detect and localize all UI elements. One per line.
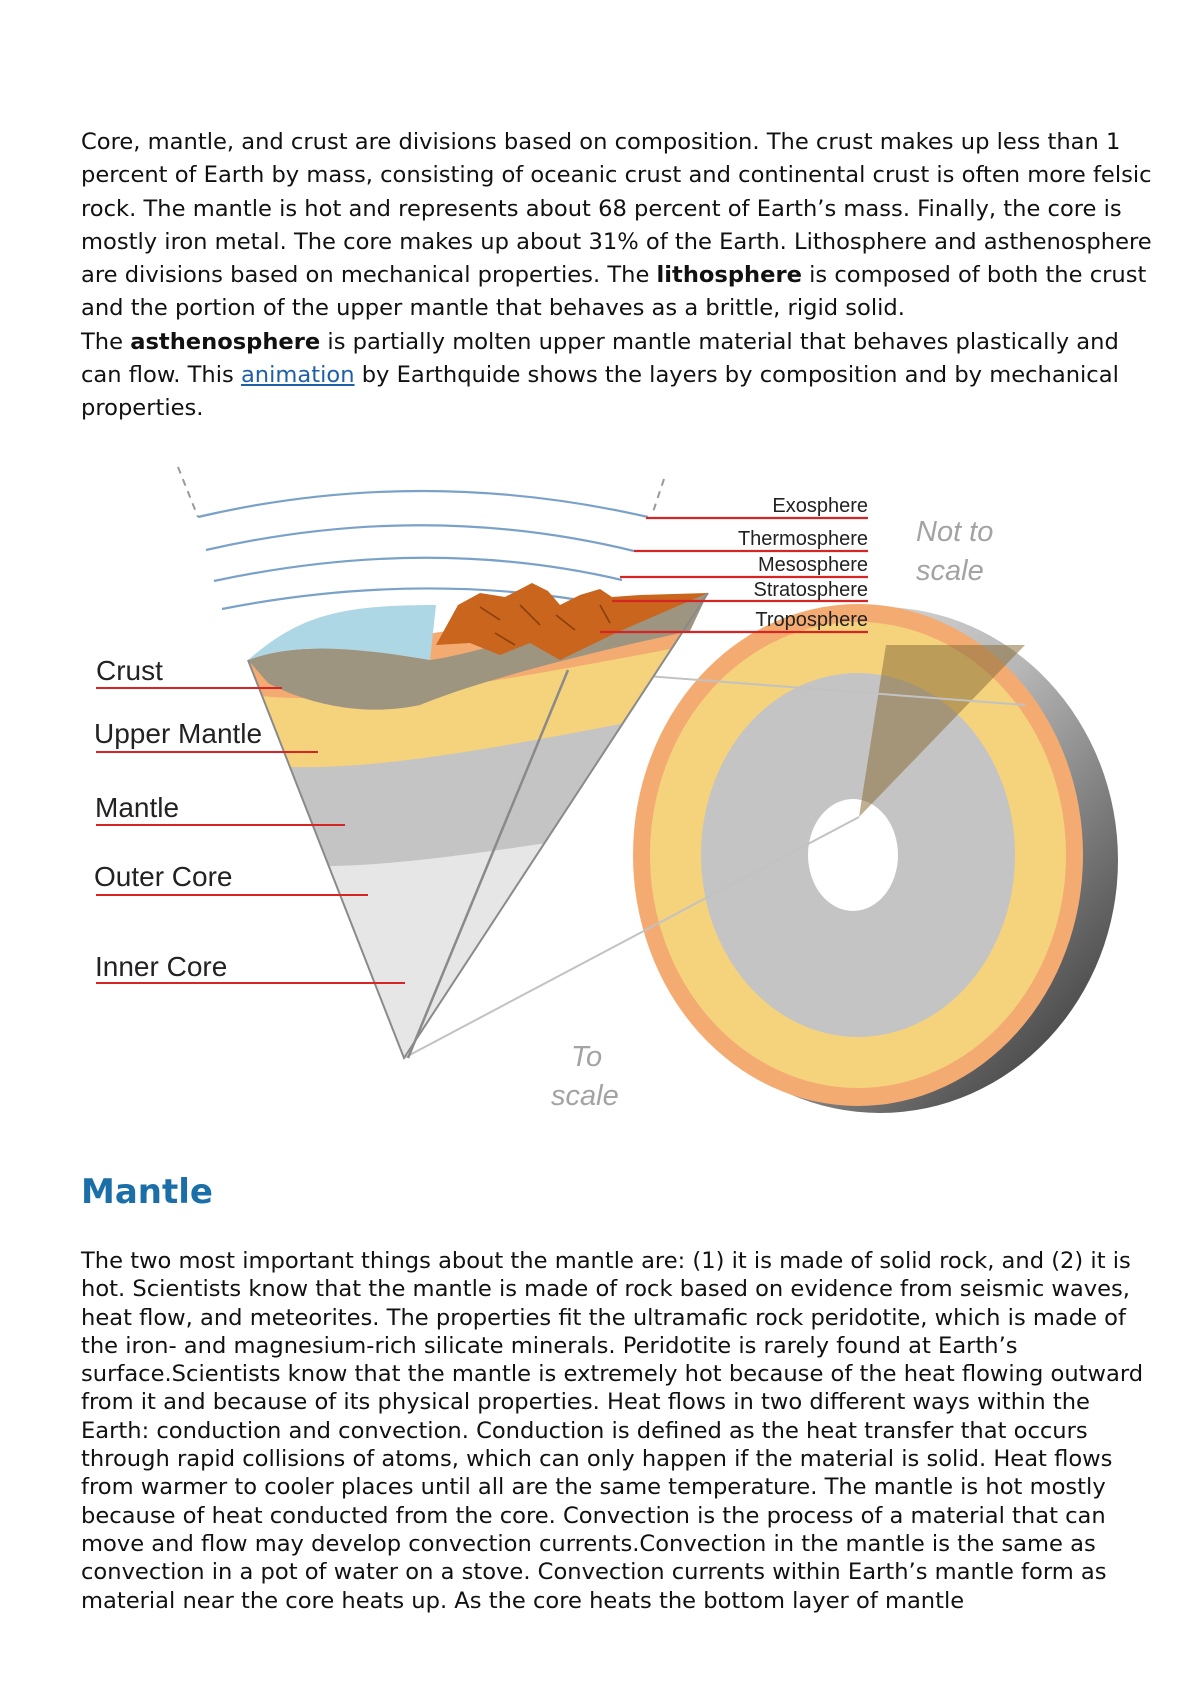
section-heading-mantle: Mantle	[81, 1172, 213, 1212]
label-inner-core: Inner Core	[95, 951, 228, 982]
label-thermosphere: Thermosphere	[737, 528, 868, 550]
label-mantle: Mantle	[95, 792, 180, 823]
intro-text-3: The	[81, 328, 131, 355]
label-mesosphere: Mesosphere	[757, 554, 868, 576]
animation-link[interactable]: animation	[240, 362, 355, 389]
dashed-guide-left	[178, 467, 198, 517]
note-not-to-scale-2: scale	[916, 555, 984, 587]
note-not-to-scale-1: Not to	[916, 516, 994, 548]
label-upper-mantle: Upper Mantle	[94, 718, 263, 749]
label-crust: Crust	[96, 655, 163, 686]
term-asthenosphere: asthenosphere	[130, 328, 321, 355]
label-troposphere: Troposphere	[755, 609, 868, 631]
mantle-paragraph: The two most important things about the mantle are: (1) it is made of solid rock, and (2) it is hot. Scientists know that the mantle is made of rock based on evidence from seismic waves, heat flow, and meteorites. The properties fit the ultramafic rock peridotite, which is made of the iron- and magnesium-rich silicate minerals. Peridotite is rarely found at Earth’s surface.Scientists know that the mantle is extremely hot because of the heat flowing outward from it and because of its physical properties. Heat flows in two different ways within the Earth: conduction and convection. Conduction is defined as the heat transfer that occurs through rapid collisions of atoms, which can only happen if the material is solid. Heat flows from warmer to cooler places until all are the same temperature. The mantle is hot mostly because of heat conducted from the core. Convection is the process of a material that can move and flow may develop convection currents.Convection in the mantle is the same as convection in a pot of water on a stove. Convection currents within Earth’s mantle form as material near the core heats up. As the core heats the bottom layer of mantle	[81, 1248, 1144, 1614]
intro-paragraph	[81, 126, 1161, 426]
intro-text-5: by Earthquide shows the layers by composition and by mechanical properties.	[81, 362, 1119, 422]
label-exosphere: Exosphere	[772, 495, 868, 517]
globe-inner-core	[808, 799, 898, 911]
intro-text-1: Core, mantle, and crust are divisions based on composition. The crust makes up less than 1 percent of Earth by mass, consisting of oceanic crust and continental crust is often more felsic rock. The mantle is hot and represents about 68 percent of Earth’s mass. Finally, the core is mostly iron metal. The core makes up about 31% of the Earth. Lithosphere and asthenosphere are divisions based on mechanical properties. The	[81, 129, 1152, 289]
earth-layers-diagram	[0, 455, 1200, 1155]
note-to-scale-1: To	[571, 1041, 603, 1073]
label-outer-core: Outer Core	[94, 861, 233, 892]
note-to-scale-2: scale	[551, 1080, 619, 1112]
label-stratosphere: Stratosphere	[753, 579, 868, 601]
atmosphere-arcs	[198, 491, 648, 609]
term-lithosphere: lithosphere	[656, 262, 802, 289]
intro-text-4: is partially molten upper mantle material that behaves plastically and can flow. This	[81, 328, 1119, 389]
intro-text-2: is composed of both the crust and the portion of the upper mantle that behaves as a brittle, rigid solid.	[81, 262, 1147, 322]
dashed-guide-right	[652, 479, 664, 515]
